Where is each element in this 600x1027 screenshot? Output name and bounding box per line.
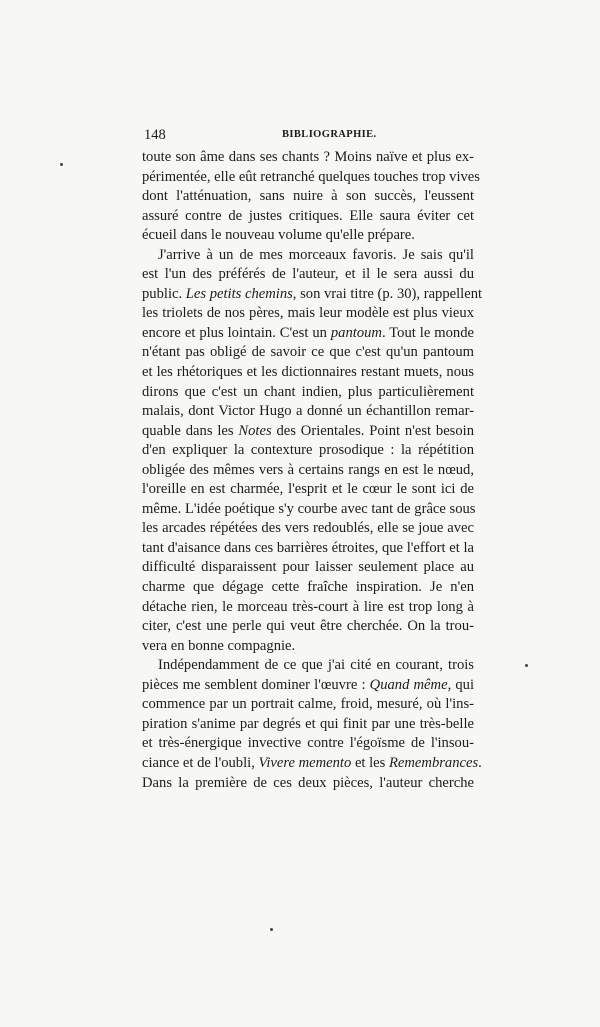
text-run: vera en bonne compagnie. <box>142 637 296 654</box>
text-run: d'en expliquer la contexture prosodique : la répétition <box>142 442 474 459</box>
text-line <box>142 519 474 539</box>
text-line <box>142 422 474 442</box>
text-line <box>142 246 474 266</box>
italic-title: pantoum <box>330 324 382 341</box>
text-line <box>142 285 483 305</box>
text-line <box>142 207 474 227</box>
text-run: et les <box>351 754 389 771</box>
paper-speck <box>270 928 273 931</box>
text-run: encore et plus lointain. C'est un <box>142 324 331 341</box>
text-run: public. <box>142 285 186 302</box>
text-line <box>142 754 482 774</box>
text-line <box>142 695 474 715</box>
text-run: charme que dégage cette fraîche inspiration. Je n'en <box>142 579 474 596</box>
text-line <box>142 324 474 344</box>
text-line <box>142 578 474 598</box>
text-line <box>142 617 474 637</box>
text-line <box>142 734 474 754</box>
page-header <box>144 127 474 147</box>
text-run: les arcades répétées des vers redoublés, elle se joue avec <box>142 520 474 537</box>
text-line <box>142 363 474 383</box>
paper-speck <box>60 163 63 166</box>
text-line <box>142 226 474 246</box>
text-run: obligée des mêmes vers à certains rangs en est le nœud, <box>142 461 474 478</box>
text-run: malais, dont Victor Hugo a donné un échantillon remar- <box>142 403 474 420</box>
text-run: . <box>478 754 482 771</box>
text-line <box>142 539 474 559</box>
text-run: difficulté disparaissent pour laisser seulement place au <box>142 559 474 576</box>
text-run: n'étant pas obligé de savoir ce que c'est qu'un pantoum <box>142 344 474 361</box>
running-head: BIBLIOGRAPHIE. <box>282 129 377 140</box>
text-line <box>142 715 474 735</box>
text-line <box>142 637 474 657</box>
italic-title: Vivere memento <box>258 754 352 771</box>
text-line <box>142 265 474 285</box>
text-run: détache rien, le morceau très-court à lire est trop long à <box>142 598 474 615</box>
text-line <box>142 441 474 461</box>
text-line <box>142 187 474 207</box>
text-line <box>142 343 474 363</box>
paper-speck <box>525 664 528 667</box>
text-line <box>142 402 474 422</box>
text-run: toute son âme dans ses chants ? Moins naïve et plus ex- <box>142 149 474 165</box>
text-run: , qui <box>447 676 474 693</box>
text-run: Indépendamment de ce que j'ai cité en courant, trois <box>158 657 474 674</box>
text-run: périmentée, elle eût retranché quelques touches trop vives <box>142 168 480 185</box>
text-line <box>142 558 474 578</box>
text-run: dirons que c'est un chant indien, plus particulièrement <box>142 383 474 400</box>
text-run: citer, c'est une perle qui veut être cherchée. On la trou- <box>142 618 474 635</box>
text-run: et les rhétoriques et les dictionnaires restant muets, nous <box>142 364 474 381</box>
text-run: est l'un des préférés de l'auteur, et il le sera aussi du <box>142 266 474 283</box>
text-run: dont l'atténuation, sans nuire à son succès, l'eussent <box>142 188 474 205</box>
text-run: ciance et de l'oubli, <box>142 754 259 771</box>
italic-title: Notes <box>238 422 272 439</box>
text-line <box>142 500 474 520</box>
text-line <box>142 461 474 481</box>
text-run: les triolets de nos pères, mais leur modèle est plus vieux <box>142 305 474 322</box>
text-run: pièces me semblent dominer l'œuvre : <box>142 676 370 693</box>
text-line <box>142 480 474 500</box>
text-run: commence par un portrait calme, froid, mesuré, où l'ins- <box>142 696 474 713</box>
italic-title: Remembrances <box>389 754 479 771</box>
text-run: même. L'idée poétique s'y courbe avec tant de grâce sous <box>142 500 476 517</box>
text-run: quable dans les <box>142 422 239 439</box>
italic-title: Les petits chemins <box>185 285 293 302</box>
text-line <box>142 304 474 324</box>
body-text <box>142 148 483 793</box>
text-run: des Orientales. Point n'est besoin <box>271 422 475 439</box>
text-run: l'oreille en est charmée, l'esprit et le cœur le sont ici de <box>142 481 474 498</box>
text-run: tant d'aisance dans ces barrières étroites, que l'effort et la <box>142 539 474 556</box>
text-line <box>142 598 474 618</box>
text-run: et très-énergique invective contre l'égoïsme de l'insou- <box>142 735 474 752</box>
text-run: assuré contre de justes critiques. Elle saura éviter cet <box>142 207 474 224</box>
text-run: piration s'anime par degrés et qui finit par une très-belle <box>142 715 474 732</box>
page-number: 148 <box>144 127 166 143</box>
text-line <box>142 383 474 403</box>
text-line <box>142 168 480 188</box>
text-line <box>142 676 474 696</box>
text-run: Dans la première de ces deux pièces, l'auteur cherche <box>142 774 474 791</box>
text-line <box>142 774 474 794</box>
text-run: . Tout le monde <box>381 324 474 341</box>
text-line <box>142 148 474 168</box>
text-run: J'arrive à un de mes morceaux favoris. Je sais qu'il <box>158 246 474 263</box>
italic-title: Quand même <box>369 676 448 693</box>
text-line <box>142 656 474 676</box>
text-run: écueil dans le nouveau volume qu'elle prépare. <box>142 227 415 244</box>
text-run: , son vrai titre (p. 30), rappellent <box>292 285 483 302</box>
